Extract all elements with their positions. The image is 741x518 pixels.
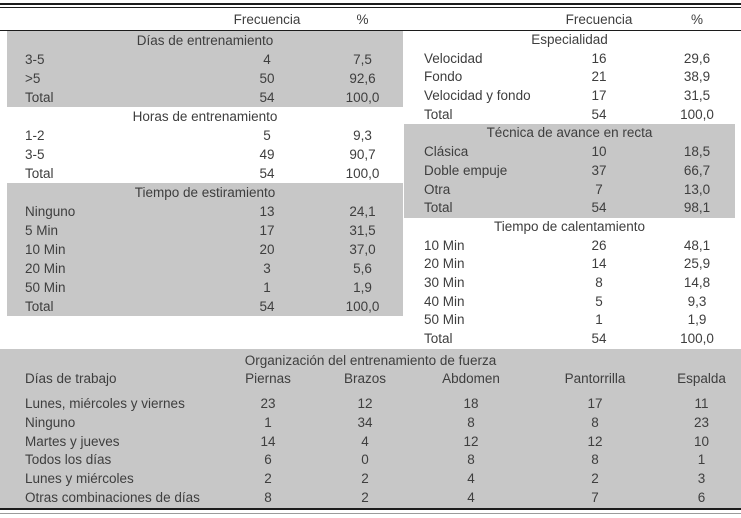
value-espalda: 11 — [694, 396, 709, 411]
left-table — [0, 31, 403, 349]
table-row — [404, 199, 735, 218]
col-header-abdomen: Abdomen — [442, 371, 500, 386]
table-row — [7, 221, 403, 240]
value-brazos: 0 — [361, 452, 369, 468]
row-frecuencia: 54 — [259, 299, 275, 314]
row-frecuencia: 26 — [591, 237, 607, 253]
col-header-pantorrilla: Pantorrilla — [564, 371, 626, 386]
row-percent: 38,9 — [683, 69, 711, 85]
row-percent: 1,9 — [353, 280, 372, 295]
value-abdomen: 4 — [467, 471, 475, 487]
section-title: Especialidad — [531, 32, 608, 47]
row-label: Ninguno — [25, 204, 76, 219]
left-frecuencia-header: Frecuencia — [233, 11, 301, 27]
value-pantorrilla: 12 — [587, 433, 603, 449]
row-label: Fondo — [424, 69, 463, 85]
row-percent: 31,5 — [683, 88, 711, 104]
row-label: 20 Min — [424, 256, 465, 272]
section-tiempo-de-estiramiento — [7, 183, 403, 316]
value-abdomen: 12 — [463, 433, 479, 449]
row-percent: 1,9 — [687, 312, 707, 328]
table-row — [404, 68, 735, 87]
row-percent: 100,0 — [345, 90, 380, 105]
bottom-table-header-row — [0, 369, 741, 391]
row-percent: 100,0 — [345, 166, 380, 181]
row-frecuencia: 37 — [591, 162, 607, 178]
row-percent: 18,5 — [683, 144, 711, 160]
row-frecuencia: 50 — [259, 71, 275, 86]
value-pantorrilla: 17 — [587, 396, 603, 411]
row-frecuencia: 3 — [263, 261, 271, 276]
left-column-header — [0, 12, 403, 27]
row-label: Lunes, miércoles y viernes — [25, 396, 185, 411]
section-rows — [404, 143, 735, 218]
bottom-table-rows — [0, 395, 741, 508]
value-espalda: 10 — [693, 433, 710, 449]
row-percent: 5,6 — [353, 261, 372, 276]
table-row — [0, 470, 741, 489]
value-piernas: 1 — [264, 414, 272, 430]
table-row — [7, 50, 403, 69]
value-abdomen: 18 — [463, 396, 479, 411]
right-frecuencia-header: Frecuencia — [565, 11, 633, 27]
row-frecuencia: 54 — [259, 166, 275, 181]
row-percent: 9,3 — [687, 293, 707, 309]
table-row — [404, 255, 735, 274]
col-header-piernas: Piernas — [245, 371, 291, 386]
row-frecuencia: 13 — [259, 204, 275, 219]
value-abdomen: 4 — [467, 489, 475, 505]
value-brazos: 2 — [361, 471, 369, 487]
right-table — [403, 31, 741, 349]
table-row — [7, 126, 403, 145]
row-percent: 100,0 — [345, 299, 380, 314]
row-label: Total — [25, 299, 54, 314]
table-row — [404, 87, 735, 106]
section-title: Tiempo de calentamiento — [493, 218, 646, 234]
row-percent: 37,0 — [349, 242, 376, 257]
table-row — [404, 330, 735, 349]
table-row — [404, 311, 735, 330]
value-pantorrilla: 8 — [591, 414, 599, 430]
row-frecuencia: 1 — [595, 312, 603, 328]
row-frecuencia: 17 — [591, 88, 607, 104]
row-percent: 31,5 — [349, 223, 376, 238]
bottom-table-title: Organización del entrenamiento de fuerza — [244, 353, 497, 368]
section-rows — [404, 237, 735, 349]
row-label: 30 Min — [424, 274, 465, 290]
section-tecnica-de-avance-en-recta — [404, 124, 735, 217]
value-pantorrilla: 2 — [591, 471, 599, 487]
value-espalda: 23 — [693, 414, 710, 430]
table-row — [404, 143, 735, 162]
row-frecuencia: 8 — [595, 274, 603, 290]
row-percent: 7,5 — [353, 52, 372, 67]
row-label: Velocidad y fondo — [424, 88, 531, 104]
row-label: Lunes y miércoles — [25, 471, 134, 487]
value-piernas: 2 — [264, 471, 272, 487]
table-row — [7, 278, 403, 297]
section-especialidad — [404, 31, 735, 124]
row-frecuencia: 14 — [591, 256, 607, 272]
col-header-dias-de-trabajo: Días de trabajo — [25, 371, 117, 386]
row-percent: 25,9 — [683, 256, 711, 272]
row-percent: 100,0 — [680, 331, 714, 346]
section-rows — [404, 50, 735, 125]
spacer — [403, 12, 539, 27]
row-label: Todos los días — [25, 452, 112, 468]
row-label: Otras combinaciones de días — [25, 489, 200, 505]
row-percent: 9,3 — [353, 128, 372, 143]
row-label: Total — [424, 200, 453, 216]
section-title: Técnica de avance en recta — [486, 125, 653, 141]
row-label: Clásica — [424, 144, 469, 160]
right-column-header — [403, 12, 735, 27]
row-percent: 90,7 — [349, 147, 376, 162]
table-row — [7, 297, 403, 316]
row-label: Velocidad — [424, 50, 483, 66]
row-label: Total — [424, 331, 453, 346]
row-frecuencia: 5 — [263, 128, 271, 143]
row-label: Martes y jueves — [25, 433, 120, 449]
table-row — [404, 106, 735, 125]
row-label: Total — [424, 106, 453, 122]
table-row — [0, 414, 741, 433]
table-row — [0, 489, 741, 508]
value-espalda: 6 — [697, 489, 706, 505]
strength-training-table — [0, 349, 741, 508]
value-pantorrilla: 7 — [591, 489, 599, 505]
section-rows — [7, 126, 403, 183]
column-header-row — [0, 8, 741, 30]
row-frecuencia: 7 — [595, 181, 603, 197]
table-row — [404, 181, 735, 200]
row-label: Total — [25, 166, 54, 181]
row-label: 50 Min — [424, 312, 465, 328]
section-tiempo-de-calentamiento — [404, 218, 735, 349]
table-row — [7, 145, 403, 164]
row-label: 5 Min — [25, 223, 59, 238]
row-percent: 14,8 — [683, 274, 711, 290]
table-row — [404, 162, 735, 181]
row-frecuencia: 54 — [591, 331, 607, 346]
table-row — [7, 69, 403, 88]
table-row — [0, 433, 741, 452]
row-label: 3-5 — [25, 147, 45, 162]
section-dias-de-entrenamiento — [7, 31, 403, 107]
section-horas-de-entrenamiento — [7, 107, 403, 183]
row-frecuencia: 54 — [259, 90, 275, 105]
row-frecuencia: 54 — [591, 106, 607, 122]
row-label: 40 Min — [424, 293, 465, 309]
value-pantorrilla: 8 — [591, 452, 599, 468]
row-frecuencia: 5 — [595, 293, 603, 309]
table-row — [7, 240, 403, 259]
row-frecuencia: 20 — [259, 242, 275, 257]
row-percent: 100,0 — [680, 106, 714, 122]
col-header-espalda: Espalda — [677, 371, 726, 386]
table-row — [0, 451, 741, 470]
row-label: 50 Min — [25, 280, 66, 295]
right-percent-header: % — [690, 11, 703, 27]
row-label: Doble empuje — [424, 162, 508, 178]
spacer — [0, 12, 212, 27]
row-percent: 66,7 — [683, 162, 711, 178]
row-label: Ninguno — [25, 414, 76, 430]
value-piernas: 14 — [260, 433, 276, 449]
row-label: Otra — [424, 181, 451, 197]
col-header-brazos: Brazos — [343, 371, 387, 386]
value-brazos: 4 — [361, 433, 369, 449]
value-brazos: 2 — [361, 489, 369, 505]
table-row — [404, 50, 735, 69]
table-bottom-double-rule — [0, 508, 741, 514]
row-frecuencia: 54 — [591, 200, 607, 216]
section-title: Días de entrenamiento — [136, 33, 274, 48]
section-rows — [7, 50, 403, 107]
row-label: 1-2 — [25, 128, 45, 143]
row-percent: 24,1 — [349, 204, 376, 219]
value-abdomen: 8 — [467, 452, 475, 468]
table-row — [7, 202, 403, 221]
value-espalda: 1 — [697, 452, 706, 468]
row-percent: 92,6 — [349, 71, 376, 86]
value-piernas: 6 — [264, 452, 272, 468]
row-percent: 13,0 — [683, 181, 711, 197]
table-row — [404, 237, 735, 256]
section-title: Horas de entrenamiento — [132, 109, 278, 124]
row-percent: 98,1 — [683, 200, 711, 216]
row-label: 3-5 — [25, 52, 45, 67]
value-espalda: 3 — [697, 471, 706, 487]
value-piernas: 23 — [260, 396, 276, 411]
row-label: Total — [25, 90, 54, 105]
row-percent: 48,1 — [683, 237, 711, 253]
value-brazos: 34 — [357, 414, 373, 430]
section-title: Tiempo de estiramiento — [134, 185, 276, 200]
row-frecuencia: 17 — [259, 223, 275, 238]
row-percent: 29,6 — [683, 50, 711, 66]
two-column-table-area — [0, 31, 741, 349]
left-percent-header: % — [356, 11, 369, 27]
row-frecuencia: 16 — [591, 50, 607, 66]
table-row — [7, 164, 403, 183]
value-brazos: 12 — [357, 396, 373, 411]
value-abdomen: 8 — [467, 414, 475, 430]
table-row — [404, 274, 735, 293]
row-frecuencia: 4 — [263, 52, 271, 67]
table-row — [0, 395, 741, 414]
row-label: 20 Min — [25, 261, 66, 276]
row-label: 10 Min — [25, 242, 66, 257]
value-piernas: 8 — [264, 489, 272, 505]
row-frecuencia: 10 — [591, 144, 607, 160]
table-row — [7, 88, 403, 107]
table-row — [7, 259, 403, 278]
section-rows — [7, 202, 403, 316]
row-frecuencia: 1 — [263, 280, 271, 295]
row-frecuencia: 49 — [259, 147, 275, 162]
row-frecuencia: 21 — [591, 69, 607, 85]
row-label: 10 Min — [424, 237, 465, 253]
row-label: >5 — [25, 71, 41, 86]
table-row — [404, 293, 735, 312]
